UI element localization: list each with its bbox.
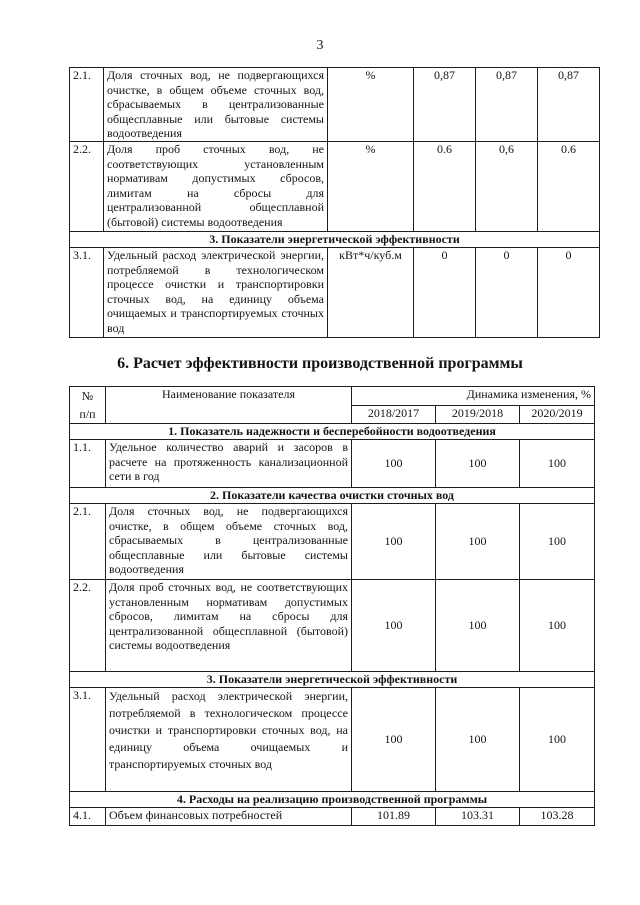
value-cell: 0 bbox=[414, 248, 476, 338]
page-number: 3 bbox=[316, 38, 324, 53]
value-cell: 0 bbox=[476, 248, 538, 338]
section-row bbox=[70, 792, 595, 808]
table-row bbox=[70, 68, 600, 142]
table-row bbox=[70, 688, 595, 792]
unit-cell: % bbox=[328, 68, 414, 142]
value-cell: 100 bbox=[436, 504, 520, 580]
row-number: 4.1. bbox=[70, 808, 106, 826]
value-cell: 0,87 bbox=[476, 68, 538, 142]
value-cell: 101.89 bbox=[352, 808, 436, 826]
efficiency-table bbox=[69, 386, 595, 826]
value-cell: 0,6 bbox=[476, 142, 538, 232]
table-row bbox=[70, 580, 595, 672]
indicator-name: Объем финансовых потребностей bbox=[106, 808, 352, 826]
header-row bbox=[70, 387, 595, 406]
table-row bbox=[70, 504, 595, 580]
table-row bbox=[70, 808, 595, 826]
row-number: 2.1. bbox=[70, 504, 106, 580]
section-row bbox=[70, 672, 595, 688]
table-row bbox=[70, 440, 595, 488]
section-row bbox=[70, 488, 595, 504]
section-title: 3. Показатели энергетической эффективности bbox=[70, 232, 600, 248]
value-cell: 100 bbox=[520, 580, 595, 672]
value-cell: 0.6 bbox=[414, 142, 476, 232]
value-cell: 100 bbox=[352, 688, 436, 792]
value-cell: 100 bbox=[436, 580, 520, 672]
row-number: 2.2. bbox=[70, 580, 106, 672]
section-row bbox=[70, 424, 595, 440]
value-cell: 0,87 bbox=[414, 68, 476, 142]
section-title: 2. Показатели качества очистки сточных вод bbox=[70, 488, 595, 504]
row-number: 2.2. bbox=[70, 142, 104, 232]
section-row bbox=[70, 232, 600, 248]
header-number-line1: № bbox=[81, 389, 94, 403]
section-title: 1. Показатель надежности и бесперебойности водоотведения bbox=[70, 424, 595, 440]
value-cell: 100 bbox=[352, 440, 436, 488]
section-title: 3. Показатели энергетической эффективности bbox=[70, 672, 595, 688]
value-cell: 103.28 bbox=[520, 808, 595, 826]
row-number: 3.1. bbox=[70, 688, 106, 792]
row-number: 3.1. bbox=[70, 248, 104, 338]
indicator-name: Удельный расход электрической энергии, потребляемой в технологическом процессе очистки и транспортировки сточных вод, на единицу объема очищаемых и транспортируемых сточных вод bbox=[104, 248, 328, 338]
value-cell: 100 bbox=[352, 504, 436, 580]
value-cell: 100 bbox=[352, 580, 436, 672]
value-cell: 103.31 bbox=[436, 808, 520, 826]
value-cell: 0 bbox=[538, 248, 600, 338]
indicator-name: Доля проб сточных вод, не соответствующих установленным нормативам допустимых сбросов, лимитам на сбросы для централизованной общесплавной (бытовой) системы водоотведения bbox=[104, 142, 328, 232]
indicator-name: Удельное количество аварий и засоров в расчете на протяженность канализационной сети в год bbox=[106, 440, 352, 488]
header-number-line2: п/п bbox=[79, 407, 96, 421]
section-title: 4. Расходы на реализацию производственной программы bbox=[70, 792, 595, 808]
header-indicator-name: Наименование показателя bbox=[106, 387, 352, 424]
indicator-name: Доля сточных вод, не подвергающихся очистке, в общем объеме сточных вод, сбрасываемых в централизованные общесплавные или бытовые системы водоотведения bbox=[104, 68, 328, 142]
indicator-name: Доля проб сточных вод, не соответствующих установленным нормативам допустимых сбросов, лимитам на сбросы для централизованной общесплавной (бытовой) системы водоотведения bbox=[106, 580, 352, 672]
header-dynamics: Динамика изменения, % bbox=[352, 387, 595, 406]
value-cell: 0,87 bbox=[538, 68, 600, 142]
section-heading: 6. Расчет эффективности производственной программы bbox=[117, 355, 523, 372]
row-number: 1.1. bbox=[70, 440, 106, 488]
header-year: 2019/2018 bbox=[436, 405, 520, 424]
indicator-name: Доля сточных вод, не подвергающихся очистке, в общем объеме сточных вод, сбрасываемых в централизованные общесплавные или бытовые системы водоотведения bbox=[106, 504, 352, 580]
unit-cell: % bbox=[328, 142, 414, 232]
table-row bbox=[70, 248, 600, 338]
value-cell: 100 bbox=[520, 504, 595, 580]
value-cell: 100 bbox=[436, 440, 520, 488]
unit-cell: кВт*ч/куб.м bbox=[328, 248, 414, 338]
header-year: 2020/2019 bbox=[520, 405, 595, 424]
indicators-table-continued bbox=[69, 67, 600, 338]
header-year: 2018/2017 bbox=[352, 405, 436, 424]
row-number: 2.1. bbox=[70, 68, 104, 142]
header-number bbox=[70, 387, 106, 424]
indicator-name: Удельный расход электрической энергии, потребляемой в технологическом процессе очистки и транспортировки сточных вод, на единицу объема очищаемых и транспортируемых сточных вод bbox=[106, 688, 352, 792]
table-row bbox=[70, 142, 600, 232]
value-cell: 100 bbox=[520, 440, 595, 488]
value-cell: 100 bbox=[436, 688, 520, 792]
value-cell: 100 bbox=[520, 688, 595, 792]
value-cell: 0.6 bbox=[538, 142, 600, 232]
